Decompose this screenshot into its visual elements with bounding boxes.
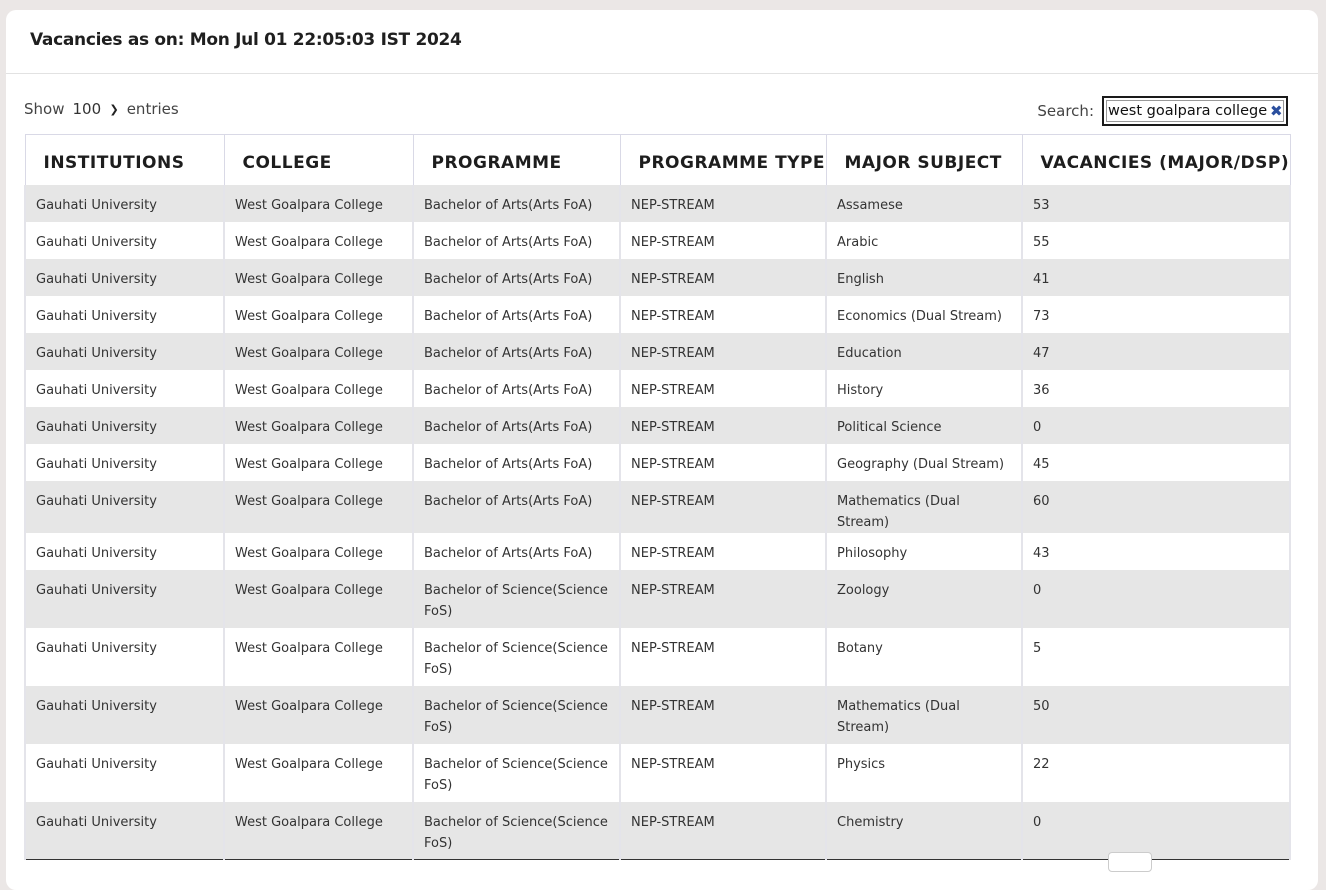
cell-college: West Goalpara College (224, 296, 413, 333)
cell-programme: Bachelor of Arts(Arts FoA) (413, 185, 620, 222)
cell-vacancies: 41 (1022, 259, 1290, 296)
cell-programme: Bachelor of Arts(Arts FoA) (413, 259, 620, 296)
cell-college: West Goalpara College (224, 802, 413, 860)
cell-institution: Gauhati University (25, 296, 224, 333)
column-header-institutions[interactable]: INSTITUTIONS (25, 135, 224, 185)
cell-major-subject: Mathematics (Dual Stream) (826, 686, 1022, 744)
cell-institution: Gauhati University (25, 686, 224, 744)
cell-college: West Goalpara College (224, 628, 413, 686)
table-row (25, 686, 1290, 744)
table-row (25, 296, 1290, 333)
cell-vacancies: 60 (1022, 481, 1290, 533)
cell-vacancies: 47 (1022, 333, 1290, 370)
cell-programme: Bachelor of Arts(Arts FoA) (413, 481, 620, 533)
cell-major-subject: Physics (826, 744, 1022, 802)
table-header-row (25, 135, 1290, 185)
column-header-vacancies[interactable]: VACANCIES (MAJOR/DSP) (1022, 135, 1290, 185)
cell-vacancies: 73 (1022, 296, 1290, 333)
cell-major-subject: History (826, 370, 1022, 407)
cell-vacancies: 53 (1022, 185, 1290, 222)
cell-programme: Bachelor of Arts(Arts FoA) (413, 533, 620, 570)
cell-major-subject: Arabic (826, 222, 1022, 259)
table-row (25, 370, 1290, 407)
cell-programme-type: NEP-STREAM (620, 185, 826, 222)
cell-vacancies: 50 (1022, 686, 1290, 744)
search-input[interactable] (1108, 103, 1268, 119)
cell-programme: Bachelor of Science(Science FoS) (413, 744, 620, 802)
show-label: Show (24, 100, 65, 118)
table-row (25, 744, 1290, 802)
cell-programme-type: NEP-STREAM (620, 370, 826, 407)
cell-major-subject: Geography (Dual Stream) (826, 444, 1022, 481)
cell-college: West Goalpara College (224, 686, 413, 744)
cell-vacancies: 0 (1022, 802, 1290, 860)
table-body (25, 185, 1290, 860)
cell-programme-type: NEP-STREAM (620, 628, 826, 686)
cell-college: West Goalpara College (224, 444, 413, 481)
table-row (25, 628, 1290, 686)
column-header-major-subject[interactable]: MAJOR SUBJECT (826, 135, 1022, 185)
chevron-down-icon[interactable]: ❯ (109, 102, 119, 116)
cell-programme: Bachelor of Arts(Arts FoA) (413, 333, 620, 370)
cell-institution: Gauhati University (25, 333, 224, 370)
entries-length-control (24, 100, 179, 118)
cell-institution: Gauhati University (25, 185, 224, 222)
cell-college: West Goalpara College (224, 370, 413, 407)
cell-major-subject: Zoology (826, 570, 1022, 628)
cell-vacancies: 22 (1022, 744, 1290, 802)
column-header-college[interactable]: COLLEGE (224, 135, 413, 185)
cell-programme-type: NEP-STREAM (620, 222, 826, 259)
cell-programme-type: NEP-STREAM (620, 444, 826, 481)
column-header-programme[interactable]: PROGRAMME (413, 135, 620, 185)
cell-programme-type: NEP-STREAM (620, 481, 826, 533)
cell-major-subject: Chemistry (826, 802, 1022, 860)
page-title: Vacancies as on: Mon Jul 01 22:05:03 IST 2024 (30, 30, 462, 50)
cell-programme: Bachelor of Science(Science FoS) (413, 628, 620, 686)
cell-programme-type: NEP-STREAM (620, 744, 826, 802)
cell-college: West Goalpara College (224, 222, 413, 259)
cell-college: West Goalpara College (224, 333, 413, 370)
cell-programme: Bachelor of Science(Science FoS) (413, 570, 620, 628)
cell-vacancies: 36 (1022, 370, 1290, 407)
cell-major-subject: Mathematics (Dual Stream) (826, 481, 1022, 533)
cell-programme-type: NEP-STREAM (620, 802, 826, 860)
table-controls (24, 96, 1288, 130)
cell-college: West Goalpara College (224, 744, 413, 802)
cell-programme: Bachelor of Science(Science FoS) (413, 686, 620, 744)
table-row (25, 570, 1290, 628)
cell-institution: Gauhati University (25, 370, 224, 407)
table-row (25, 222, 1290, 259)
cell-major-subject: Philosophy (826, 533, 1022, 570)
cell-programme-type: NEP-STREAM (620, 259, 826, 296)
cell-programme-type: NEP-STREAM (620, 686, 826, 744)
cell-institution: Gauhati University (25, 628, 224, 686)
cell-college: West Goalpara College (224, 407, 413, 444)
cell-vacancies: 0 (1022, 407, 1290, 444)
table-row (25, 333, 1290, 370)
cell-major-subject: Political Science (826, 407, 1022, 444)
cell-programme-type: NEP-STREAM (620, 333, 826, 370)
cell-college: West Goalpara College (224, 259, 413, 296)
table-row (25, 444, 1290, 481)
cell-programme: Bachelor of Arts(Arts FoA) (413, 370, 620, 407)
close-icon[interactable]: ✖ (1270, 102, 1283, 120)
cell-institution: Gauhati University (25, 802, 224, 860)
cell-vacancies: 55 (1022, 222, 1290, 259)
cell-vacancies: 0 (1022, 570, 1290, 628)
cell-programme: Bachelor of Arts(Arts FoA) (413, 444, 620, 481)
search-box[interactable] (1102, 96, 1288, 126)
cell-college: West Goalpara College (224, 570, 413, 628)
card-header (6, 10, 1318, 74)
cell-programme: Bachelor of Arts(Arts FoA) (413, 407, 620, 444)
table-row (25, 481, 1290, 533)
cell-vacancies: 5 (1022, 628, 1290, 686)
pagination-button[interactable] (1108, 852, 1152, 872)
table-row (25, 259, 1290, 296)
table-row (25, 802, 1290, 860)
cell-institution: Gauhati University (25, 222, 224, 259)
cell-programme-type: NEP-STREAM (620, 570, 826, 628)
cell-programme: Bachelor of Arts(Arts FoA) (413, 296, 620, 333)
cell-institution: Gauhati University (25, 533, 224, 570)
cell-programme-type: NEP-STREAM (620, 533, 826, 570)
cell-institution: Gauhati University (25, 570, 224, 628)
entries-label: entries (126, 100, 179, 118)
cell-institution: Gauhati University (25, 744, 224, 802)
cell-institution: Gauhati University (25, 444, 224, 481)
search-label: Search: (1037, 102, 1094, 120)
vacancies-table-wrapper (24, 134, 1289, 860)
search-control (1037, 96, 1288, 126)
cell-college: West Goalpara College (224, 481, 413, 533)
cell-institution: Gauhati University (25, 259, 224, 296)
cell-major-subject: English (826, 259, 1022, 296)
cell-college: West Goalpara College (224, 533, 413, 570)
cell-programme: Bachelor of Arts(Arts FoA) (413, 222, 620, 259)
table-row (25, 533, 1290, 570)
entries-select[interactable] (72, 100, 103, 118)
cell-vacancies: 45 (1022, 444, 1290, 481)
cell-major-subject: Botany (826, 628, 1022, 686)
cell-institution: Gauhati University (25, 481, 224, 533)
cell-programme: Bachelor of Science(Science FoS) (413, 802, 620, 860)
cell-college: West Goalpara College (224, 185, 413, 222)
cell-vacancies: 43 (1022, 533, 1290, 570)
vacancies-table (24, 134, 1291, 860)
table-row (25, 185, 1290, 222)
cell-programme-type: NEP-STREAM (620, 296, 826, 333)
cell-major-subject: Economics (Dual Stream) (826, 296, 1022, 333)
cell-major-subject: Education (826, 333, 1022, 370)
cell-major-subject: Assamese (826, 185, 1022, 222)
column-header-programme-type[interactable]: PROGRAMME TYPE (620, 135, 826, 185)
cell-institution: Gauhati University (25, 407, 224, 444)
cell-programme-type: NEP-STREAM (620, 407, 826, 444)
table-row (25, 407, 1290, 444)
